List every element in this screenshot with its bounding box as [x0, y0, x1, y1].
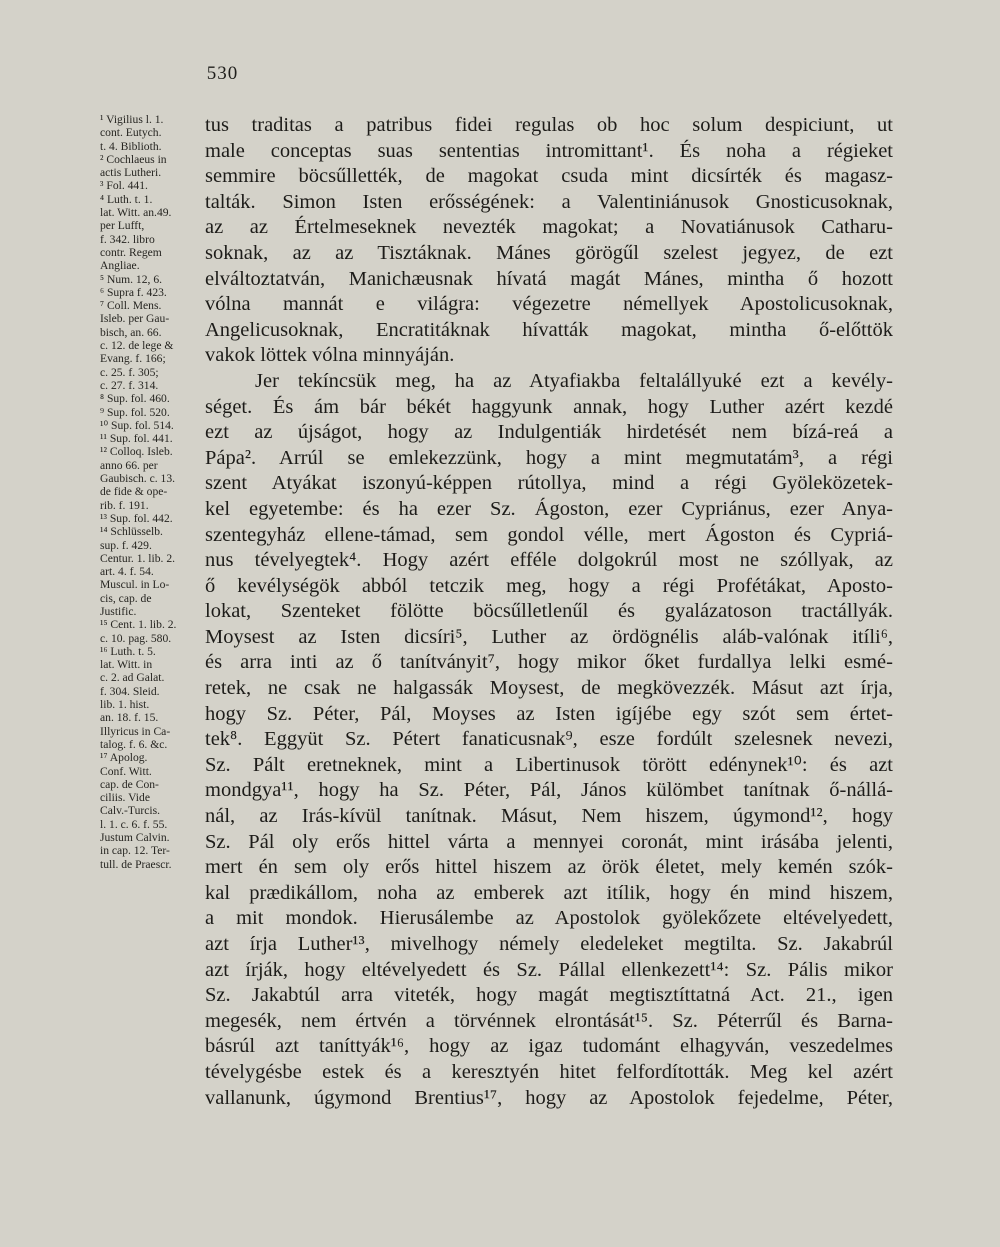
margin-note: Conf. Witt. — [100, 764, 152, 778]
text-line: mert én sem oly erős hittel hiszem az örök életet, mely kemén szók- — [205, 856, 893, 879]
margin-note: c. 12. de lege & — [100, 339, 174, 353]
text-line: kel egyetembe: és ha ezer Sz. Ágoston, ezer Cypriánus, ezer Anya- — [205, 497, 893, 520]
text-line: soknak, az az Tisztáknak. Mánes görögűl szelest jegyez, de ezt — [205, 241, 893, 264]
text-line: séget. És ám bár békét haggyunk annak, hogy Luther azért kezdé — [205, 395, 893, 418]
margin-note: l. 1. c. 6. f. 55. — [100, 817, 168, 831]
text-line: ezt az újságot, hogy az Indulgentiák hirdetését nem bízá-reá a — [205, 421, 893, 444]
margin-note: ² Cochlaeus in — [100, 152, 167, 166]
margin-note: ¹⁷ Apolog. — [100, 751, 148, 765]
margin-note: Justum Calvin. — [100, 831, 170, 845]
text-line: tévelygésbe estek és a keresztyén hitet felfordították. Meg kel azért — [205, 1060, 893, 1083]
margin-note: ¹¹ Sup. fol. 441. — [100, 432, 173, 446]
margin-note: Muscul. in Lo- — [100, 578, 170, 592]
margin-note: in cap. 12. Ter- — [100, 844, 170, 858]
margin-note: anno 66. per — [100, 458, 158, 472]
text-line: male conceptas suas sententias intromittant¹. És noha a régieket — [205, 139, 893, 162]
margin-note: ¹ Vigilius l. 1. — [100, 113, 164, 126]
margin-note: ⁴ Luth. t. 1. — [100, 192, 153, 206]
text-line: lokat, Szenteket fölötte böcsűlletlenűl és gyalázatoson tractállyák. — [205, 600, 893, 623]
text-line: tus traditas a patribus fidei regulas ob hoc solum despiciunt, ut — [205, 114, 893, 136]
margin-note: ⁸ Sup. fol. 460. — [100, 392, 170, 406]
text-line: kal prædikállom, noha az emberek azt itílik, hogy én mind hiszem, — [205, 881, 893, 904]
margin-note: ⁹ Sup. fol. 520. — [100, 405, 170, 419]
margin-note: ¹⁰ Sup. fol. 514. — [100, 418, 174, 432]
margin-note: rib. f. 191. — [100, 498, 149, 512]
margin-note: ³ Fol. 441. — [100, 179, 148, 193]
margin-note: Centur. 1. lib. 2. — [100, 551, 176, 565]
margin-note: Evang. f. 166; — [100, 352, 166, 366]
margin-note: an. 18. f. 15. — [100, 711, 159, 725]
text-line: és arra inti az ő tanítványit⁷, hogy mikor őket furdallya lelki esmé- — [205, 651, 893, 674]
text-line: a mit mondok. Hierusálembe az Apostolok gyölekőzete eltévelyedett, — [205, 907, 893, 930]
text-line: megesék, nem értvén a törvénnek elrontását¹⁵. Sz. Péterrűl és Barna- — [205, 1009, 893, 1032]
text-line: hogy Sz. Péter, Pál, Moyses az Isten igíjébe egy szót sem értet- — [205, 702, 893, 725]
margin-notes — [100, 113, 208, 871]
margin-note: t. 4. Biblioth. — [100, 139, 162, 153]
text-line: talták. Simon Isten erősségének: a Valentiniánusok Gnosticusoknak, — [205, 190, 893, 213]
text-line: azt írja Luther¹³, mivelhogy némely eledeleket megtilta. Sz. Jakabrúl — [205, 933, 893, 955]
text-line: Pápa². Arrúl se emlekezzünk, hogy a mint megmutatám³, a régi — [205, 446, 893, 469]
margin-note: bisch, an. 66. — [100, 325, 162, 339]
body-text — [205, 113, 893, 1111]
margin-note: Gaubisch. c. 13. — [100, 472, 176, 486]
margin-note: Calv.-Turcis. — [100, 804, 161, 818]
text-line: Angelicusoknak, Encratitáknak hívatták magokat, mintha ő-előttök — [205, 318, 893, 341]
margin-note: lat. Witt. in — [100, 658, 153, 672]
page-number: 530 — [206, 63, 239, 84]
text-line: elváltoztatván, Manichæusnak hívatá magát Mánes, mintha ő hozott — [205, 267, 893, 290]
margin-note: c. 25. f. 305; — [100, 365, 159, 379]
margin-note: de fide & ope- — [100, 485, 168, 499]
text-line: Sz. Jakabtúl arra viteték, hogy magát megtisztíttatná Act. 21., igen — [205, 984, 893, 1007]
margin-note: sup. f. 429. — [100, 538, 152, 552]
margin-note: f. 342. libro — [100, 232, 155, 246]
margin-note: Isleb. per Gau- — [100, 312, 170, 326]
margin-note: cont. Eutych. — [100, 126, 162, 140]
text-line: az az Értelmeseknek nevezték magokat; a Novatiánusok Catharu- — [205, 216, 893, 239]
margin-note: ⁷ Coll. Mens. — [100, 299, 162, 313]
margin-note: contr. Regem — [100, 245, 162, 259]
text-line: vólna mannát e világra: végezetre némellyek Apostolicusoknak, — [205, 293, 893, 316]
text-line: nál, az Irás-kívül tanítnak. Másut, Nem hiszem, úgymond¹², hogy — [205, 805, 893, 828]
margin-note: ¹⁶ Luth. t. 5. — [100, 644, 156, 658]
margin-note: ¹³ Sup. fol. 442. — [100, 511, 173, 525]
margin-note: ¹⁵ Cent. 1. lib. 2. — [100, 618, 177, 632]
text-line: básrúl azt taníttyák¹⁶, hogy az igaz tudománt elhagyván, veszedelmes — [205, 1035, 893, 1058]
margin-note: talog. f. 6. &c. — [100, 737, 168, 751]
margin-note: per Lufft, — [100, 219, 145, 233]
margin-note: ⁶ Supra f. 423. — [100, 285, 167, 299]
margin-note: ¹⁴ Schlüsselb. — [100, 525, 163, 539]
text-line: szent Atyákat iszonyú-képpen rútollya, mind a régi Gyöleközetek- — [205, 472, 893, 495]
margin-note: lat. Witt. an.49. — [100, 206, 172, 220]
margin-note: art. 4. f. 54. — [100, 565, 154, 579]
text-line: semmire böcsűllették, de magokat csuda mint dicsírték és magasz- — [205, 165, 893, 188]
margin-note: lib. 1. hist. — [100, 698, 150, 712]
margin-note: c. 27. f. 314. — [100, 378, 159, 392]
margin-note: ¹² Colloq. Isleb. — [100, 445, 173, 459]
margin-note: Angliae. — [100, 259, 140, 273]
text-line: retek, ne csak ne halgassák Moysest, de megkövezzék. Másut azt írja, — [205, 677, 893, 700]
text-line: tek⁸. Eggyüt Sz. Pétert fanaticusnak⁹, esze fordúlt szelesnek nevezi, — [205, 728, 893, 751]
margin-note: c. 10. pag. 580. — [100, 631, 172, 645]
margin-note: c. 2. ad Galat. — [100, 671, 165, 685]
text-line: Jer tekíncsük meg, ha az Atyafiakba feltalállyuké ezt a kevély- — [255, 369, 893, 392]
margin-note: ⁵ Num. 12, 6. — [100, 272, 163, 286]
margin-note: cap. de Con- — [100, 777, 159, 791]
margin-note: actis Lutheri. — [100, 166, 162, 180]
text-line: vakok löttek vólna minnyáján. — [205, 344, 455, 367]
text-line: nus tévelyegtek⁴. Hogy azért efféle dolgokrúl most ne szóllyak, az — [205, 549, 893, 572]
margin-note: tull. de Praescr. — [100, 857, 172, 871]
text-line: ő kevélységök abból tetczik meg, hogy a régi Profétákat, Aposto- — [205, 574, 893, 597]
margin-note: Justific. — [100, 604, 137, 618]
text-line: Moysest az Isten dicsíri⁵, Luther az ördögnélis aláb-valónak itíli⁶, — [205, 625, 893, 648]
margin-note: ciliis. Vide — [100, 791, 150, 805]
margin-note: f. 304. Sleid. — [100, 684, 160, 698]
margin-note: cis, cap. de — [100, 591, 152, 605]
text-line: Sz. Pált eretneknek, mint a Libertinusok törött edénynek¹⁰: és azt — [205, 753, 893, 776]
margin-note: Illyricus in Ca- — [100, 724, 171, 738]
text-line: vallanunk, úgymond Brentius¹⁷, hogy az Apostolok fejedelme, Péter, — [205, 1086, 893, 1109]
text-line: Sz. Pál oly erős hittel várta a mennyei coronát, mint irásába jelenti, — [205, 830, 893, 853]
text-line: azt írják, hogy eltévelyedett és Sz. Pállal ellenkezett¹⁴: Sz. Pális mikor — [205, 958, 893, 981]
text-line: mondgya¹¹, hogy ha Sz. Péter, Pál, János külömbet tanítnak ő-nállá- — [205, 779, 893, 802]
text-line: szentegyház ellene-támad, sem gondol vélle, mert Ágoston és Cypriá- — [205, 523, 893, 546]
